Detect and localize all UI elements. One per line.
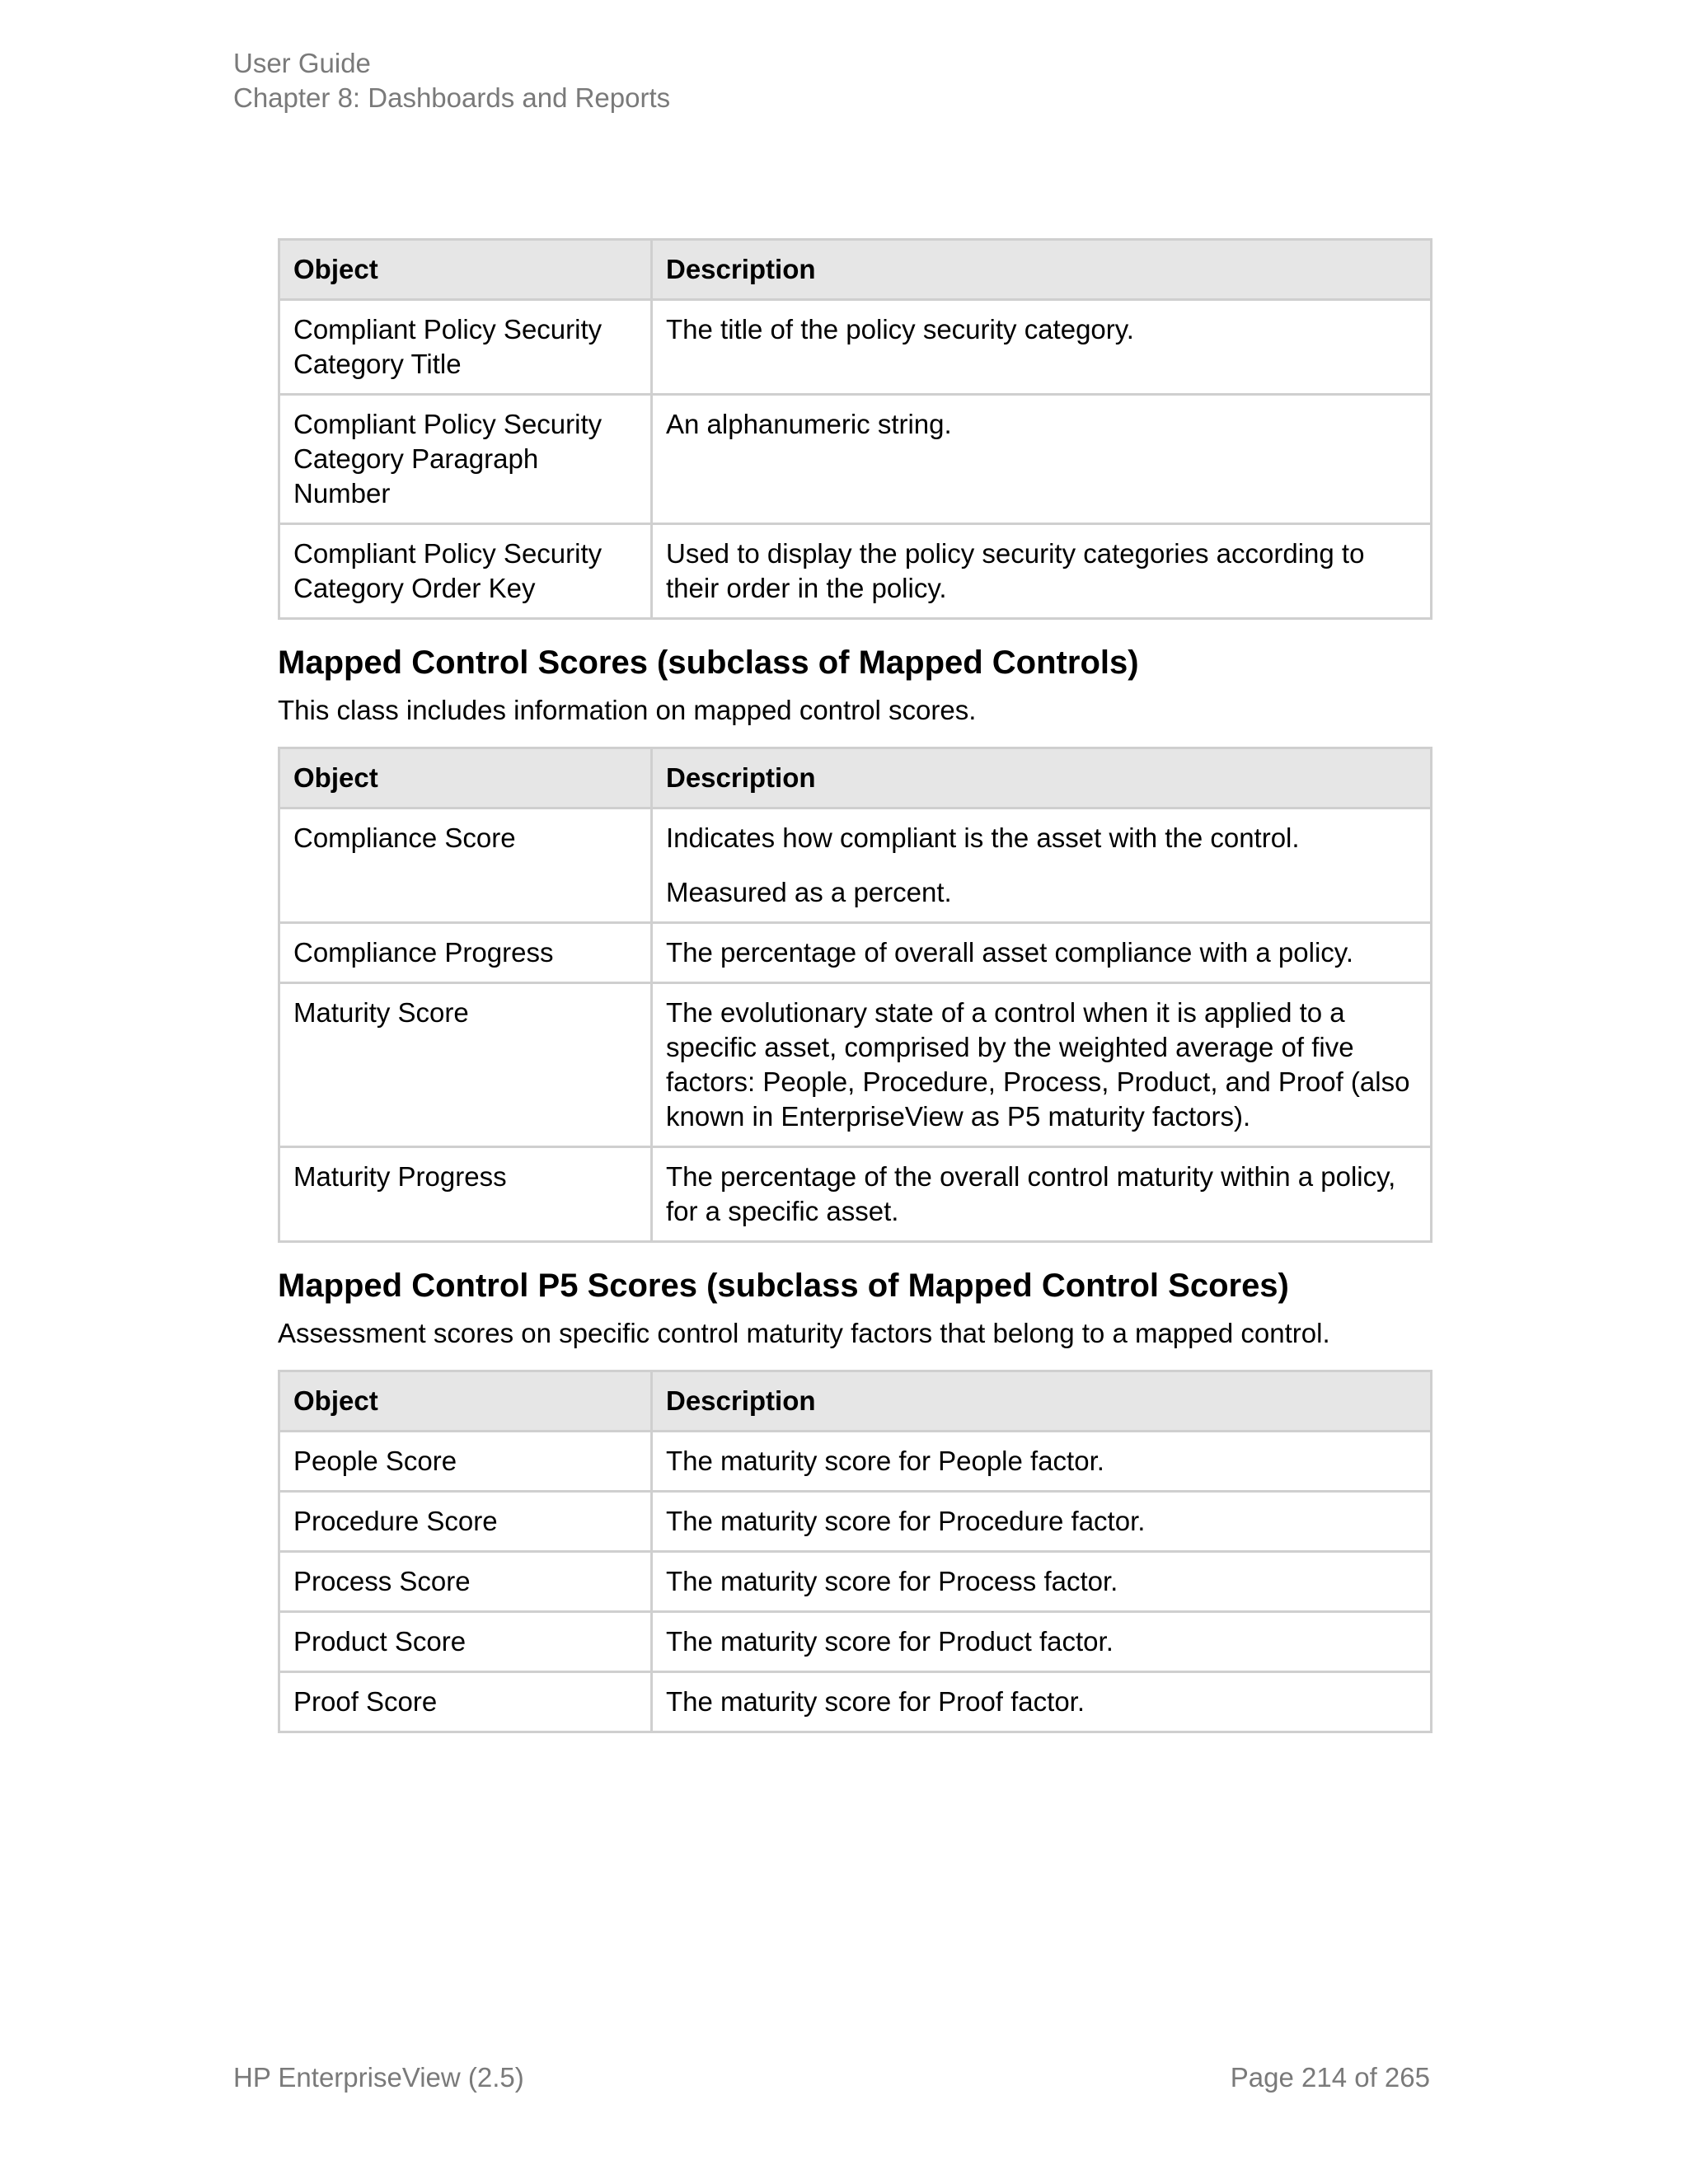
description-paragraph: The percentage of overall asset compliance with a policy.: [666, 937, 1353, 968]
table-row: [279, 395, 1432, 524]
description-cell: [652, 1492, 1432, 1552]
description-cell: [652, 300, 1432, 395]
section-heading-mapped-control-scores: Mapped Control Scores (subclass of Mapped Controls): [278, 644, 1139, 681]
object-cell: Compliance Progress: [279, 923, 652, 983]
column-header-object: Object: [279, 240, 652, 300]
object-cell: Compliant Policy Security Category Paragraph Number: [279, 395, 652, 524]
object-cell: People Score: [279, 1432, 652, 1492]
description-cell: [652, 1432, 1432, 1492]
mapped-control-scores-table: [278, 747, 1432, 1243]
description-paragraph: The maturity score for People factor.: [666, 1446, 1104, 1476]
description-paragraph: Indicates how compliant is the asset with the control.: [666, 823, 1300, 853]
table-header-row: [279, 240, 1432, 300]
description-paragraph: The maturity score for Product factor.: [666, 1626, 1114, 1657]
object-cell: Compliant Policy Security Category Order Key: [279, 524, 652, 619]
description-cell: [652, 1552, 1432, 1612]
description-paragraph: An alphanumeric string.: [666, 409, 952, 439]
object-cell: Procedure Score: [279, 1492, 652, 1552]
table-row: [279, 1147, 1432, 1242]
table-row: [279, 1492, 1432, 1552]
table-row: [279, 983, 1432, 1147]
table-body: [279, 300, 1432, 619]
table-row: [279, 524, 1432, 619]
section-intro-p5-scores: Assessment scores on specific control maturity factors that belong to a mapped control.: [278, 1318, 1330, 1348]
description-paragraph: The maturity score for Procedure factor.: [666, 1506, 1146, 1536]
object-cell: Proof Score: [279, 1672, 652, 1732]
table-header-row: [279, 1371, 1432, 1432]
description-paragraph: The percentage of the overall control maturity within a policy, for a specific asset.: [666, 1161, 1396, 1226]
document-title: User Guide: [233, 48, 371, 78]
description-paragraph: Measured as a percent.: [666, 877, 952, 907]
footer-page-number: Page 214 of 265: [1230, 2062, 1430, 2093]
description-cell: [652, 1612, 1432, 1672]
description-cell: [652, 1147, 1432, 1242]
table-row: [279, 1552, 1432, 1612]
table-row: [279, 300, 1432, 395]
section-intro-mapped-control-scores: This class includes information on mapped control scores.: [278, 695, 977, 725]
table-body: [279, 808, 1432, 1242]
description-cell: [652, 524, 1432, 619]
description-paragraph: The maturity score for Proof factor.: [666, 1686, 1085, 1717]
description-paragraph: The maturity score for Process factor.: [666, 1566, 1118, 1596]
table-header-row: [279, 748, 1432, 808]
footer-product: HP EnterpriseView (2.5): [233, 2062, 524, 2093]
description-cell: [652, 1672, 1432, 1732]
table-row: [279, 1612, 1432, 1672]
column-header-description: Description: [652, 748, 1432, 808]
object-cell: Product Score: [279, 1612, 652, 1672]
object-cell: Maturity Progress: [279, 1147, 652, 1242]
column-header-object: Object: [279, 1371, 652, 1432]
description-cell: [652, 808, 1432, 923]
table-row: [279, 808, 1432, 923]
table-row: [279, 1672, 1432, 1732]
description-paragraph: The title of the policy security category.: [666, 314, 1134, 344]
description-cell: [652, 923, 1432, 983]
page-content: [278, 238, 1430, 1733]
description-paragraph: Used to display the policy security categories according to their order in the policy.: [666, 538, 1365, 603]
column-header-description: Description: [652, 240, 1432, 300]
column-header-description: Description: [652, 1371, 1432, 1432]
column-header-object: Object: [279, 748, 652, 808]
object-cell: Compliance Score: [279, 808, 652, 923]
object-cell: Maturity Score: [279, 983, 652, 1147]
object-cell: Process Score: [279, 1552, 652, 1612]
security-category-table: [278, 238, 1432, 620]
object-cell: Compliant Policy Security Category Title: [279, 300, 652, 395]
section-heading-p5-scores: Mapped Control P5 Scores (subclass of Mapped Control Scores): [278, 1268, 1289, 1304]
table-row: [279, 923, 1432, 983]
table-row: [279, 1432, 1432, 1492]
chapter-title: Chapter 8: Dashboards and Reports: [233, 82, 671, 113]
p5-scores-table: [278, 1370, 1432, 1733]
description-paragraph: The evolutionary state of a control when it is applied to a specific asset, comprised by the weighted average of five factors: People, Procedure, Process, Product, and Proof (also known in EnterpriseView as P5 maturity factors).: [666, 997, 1410, 1132]
description-cell: [652, 983, 1432, 1147]
running-header: [233, 46, 670, 115]
description-cell: [652, 395, 1432, 524]
table-body: [279, 1432, 1432, 1732]
